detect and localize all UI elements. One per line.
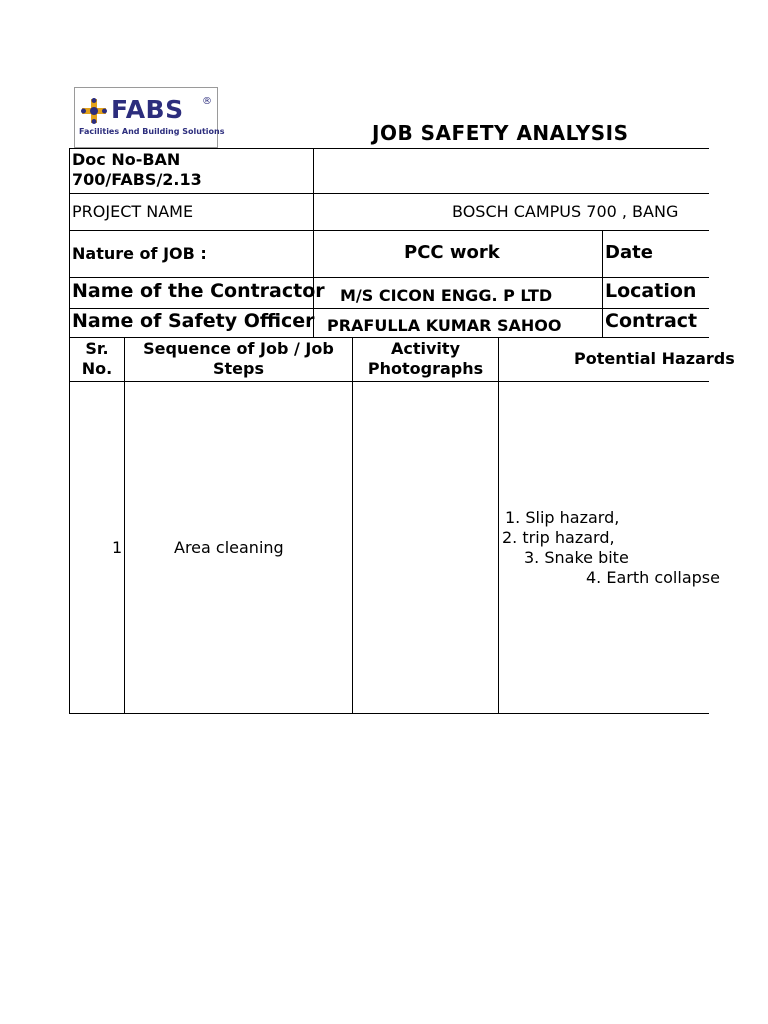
sequence-header-line1: Sequence of Job / Job (143, 339, 334, 358)
sr-no-header-line1: Sr. (85, 339, 109, 358)
grid-line (498, 337, 499, 714)
nature-of-job-label: Nature of JOB : (72, 244, 207, 263)
grid-line (352, 337, 353, 714)
photographs-header-line2: Photographs (367, 359, 484, 378)
safety-officer-value: PRAFULLA KUMAR SAHOO (327, 316, 562, 335)
hazard-item: 2. trip hazard, (502, 528, 615, 547)
grid-line (69, 713, 709, 714)
grid-line (69, 148, 70, 714)
document-title: JOB SAFETY ANALYSIS (372, 121, 629, 145)
sr-no-header-line2: No. (81, 359, 113, 378)
contractor-value: M/S CICON ENGG. P LTD (340, 286, 553, 305)
grid-line (602, 230, 603, 337)
grid-line (69, 337, 709, 338)
hazard-item: 4. Earth collapse (586, 568, 720, 587)
logo-registered-mark: ® (202, 96, 212, 107)
doc-no-label-line1: Doc No-BAN (72, 150, 181, 169)
location-label: Location (605, 280, 697, 302)
grid-line (69, 277, 709, 278)
nature-of-job-value: PCC work (404, 242, 500, 263)
hazard-item: 3. Snake bite (524, 548, 629, 567)
project-name-label: PROJECT NAME (72, 202, 194, 221)
grid-line (69, 193, 709, 194)
sequence-header-line2: Steps (213, 359, 264, 378)
hazard-item: 1. Slip hazard, (505, 508, 620, 527)
table-row-sr-no: 1 (112, 538, 123, 557)
project-name-value: BOSCH CAMPUS 700 , BANG (452, 202, 679, 221)
potential-hazards-header: Potential Hazards (574, 349, 735, 368)
photographs-header-line1: Activity (391, 339, 460, 358)
contract-label: Contract (605, 310, 698, 332)
logo-brand-text: FABS (111, 95, 184, 124)
grid-line (69, 148, 709, 149)
doc-no-label-line2: 700/FABS/2.13 (72, 170, 202, 189)
logo-tagline: Facilities And Building Solutions (79, 127, 225, 136)
grid-line (313, 148, 314, 337)
grid-line (69, 308, 709, 309)
date-label: Date (605, 242, 653, 263)
grid-line (69, 381, 709, 382)
grid-line (124, 337, 125, 714)
contractor-label: Name of the Contractor (72, 280, 325, 302)
grid-line (69, 230, 709, 231)
safety-officer-label: Name of Safety Officer (72, 310, 315, 332)
table-row-job-step: Area cleaning (174, 538, 284, 557)
